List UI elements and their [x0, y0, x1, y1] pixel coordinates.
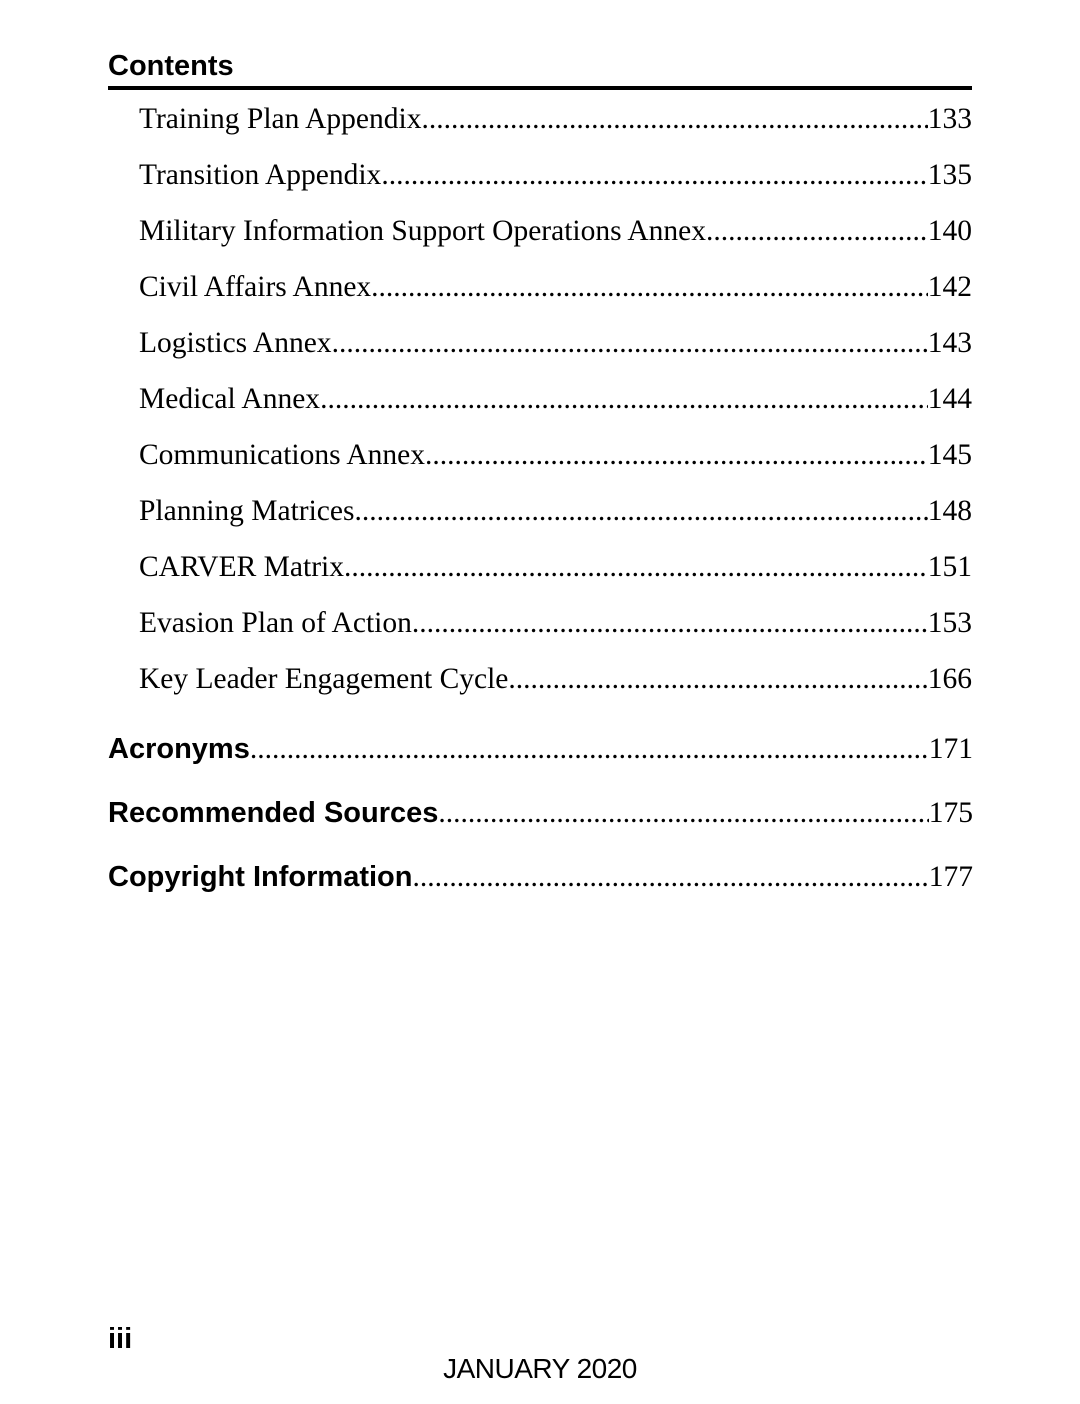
toc-entry-logistics-annex[interactable]: [139, 325, 972, 361]
toc-entry-label: Acronyms: [108, 733, 250, 765]
toc-entry-label: Transition Appendix: [139, 159, 382, 191]
dot-leader: [344, 549, 928, 585]
toc-entry-page: 145: [927, 439, 972, 471]
toc-entry-label: Key Leader Engagement Cycle: [139, 663, 509, 695]
dot-leader: [425, 437, 928, 473]
toc-entry-copyright-information[interactable]: [108, 858, 973, 896]
toc-entry-page: 177: [928, 861, 973, 893]
dot-leader: [412, 605, 928, 641]
toc-entry-label: Logistics Annex: [139, 327, 332, 359]
dot-leader: [381, 157, 927, 193]
toc-entry-label: Training Plan Appendix: [139, 103, 422, 135]
toc-entry-label: Communications Annex: [139, 439, 425, 471]
toc-entry-page: 166: [927, 663, 972, 695]
toc-entry-transition-appendix[interactable]: [139, 157, 972, 193]
dot-leader: [320, 381, 928, 417]
toc-entry-page: 171: [928, 733, 973, 765]
toc-entry-page: 144: [927, 383, 972, 415]
toc-entry-page: 140: [927, 215, 972, 247]
toc-entry-label: Military Information Support Operations Annex: [139, 215, 706, 247]
toc-entry-page: 148: [927, 495, 972, 527]
toc-entry-medical-annex[interactable]: [139, 381, 972, 417]
toc-entry-page: 151: [927, 551, 972, 583]
contents-header: [108, 48, 972, 90]
page-number: iii: [108, 1323, 133, 1355]
dot-leader: [250, 730, 929, 768]
toc-entry-civil-affairs-annex[interactable]: [139, 269, 972, 305]
dot-leader: [508, 661, 927, 697]
toc-entry-label: CARVER Matrix: [139, 551, 344, 583]
toc-entry-label: Medical Annex: [139, 383, 321, 415]
dot-leader: [412, 858, 928, 896]
toc-entry-label: Copyright Information: [108, 861, 413, 893]
toc-entry-label: Planning Matrices: [139, 495, 355, 527]
toc-entry-training-plan-appendix[interactable]: [139, 101, 972, 137]
toc-entry-evasion-plan-of-action[interactable]: [139, 605, 972, 641]
dot-leader: [354, 493, 927, 529]
toc-entry-recommended-sources[interactable]: [108, 794, 973, 832]
toc-entry-carver-matrix[interactable]: [139, 549, 972, 585]
page-title: Contents: [108, 50, 234, 82]
dot-leader: [421, 101, 927, 137]
toc-entry-page: 175: [928, 797, 973, 829]
dot-leader: [438, 794, 928, 832]
dot-leader: [371, 269, 928, 305]
toc-entry-label: Recommended Sources: [108, 797, 439, 829]
dot-leader: [706, 213, 928, 249]
footer-date: JANUARY 2020: [443, 1353, 637, 1384]
toc-entry-page: 135: [927, 159, 972, 191]
toc-entry-miso-annex[interactable]: [139, 213, 972, 249]
toc-entry-page: 142: [927, 271, 972, 303]
toc-entry-acronyms[interactable]: [108, 730, 973, 768]
toc-entry-page: 133: [927, 103, 972, 135]
dot-leader: [332, 325, 928, 361]
toc-entry-page: 153: [927, 607, 972, 639]
toc-entry-label: Civil Affairs Annex: [139, 271, 372, 303]
toc-entry-key-leader-engagement-cycle[interactable]: [139, 661, 972, 697]
toc-entry-label: Evasion Plan of Action: [139, 607, 412, 639]
toc-entry-communications-annex[interactable]: [139, 437, 972, 473]
toc-entry-page: 143: [927, 327, 972, 359]
toc-entry-planning-matrices[interactable]: [139, 493, 972, 529]
